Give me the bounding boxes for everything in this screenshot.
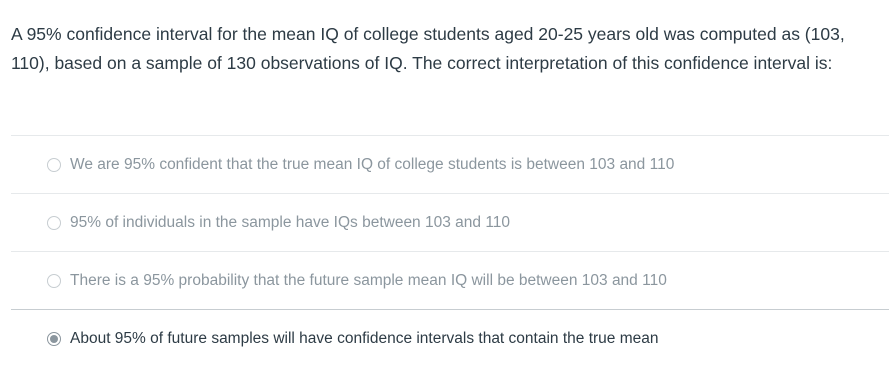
answer-option-3[interactable] bbox=[11, 251, 889, 309]
radio-button[interactable] bbox=[47, 274, 61, 288]
answer-label: There is a 95% probability that the future sample mean IQ will be between 103 and 110 bbox=[70, 271, 667, 289]
answer-label: 95% of individuals in the sample have IQs between 103 and 110 bbox=[70, 213, 511, 231]
radio-button[interactable] bbox=[47, 216, 61, 230]
radio-button-selected[interactable] bbox=[47, 332, 61, 346]
answer-option-4[interactable] bbox=[11, 309, 889, 367]
question-text: A 95% confidence interval for the mean IQ of college students aged 20-25 years old was computed as (103, 110), based on a sample of 130 observations of IQ. The correct interpretation of this confidence interval is: bbox=[11, 24, 845, 73]
answer-list bbox=[11, 135, 889, 367]
radio-button[interactable] bbox=[47, 158, 61, 172]
answer-option-2[interactable] bbox=[11, 193, 889, 251]
answer-label: About 95% of future samples will have confidence intervals that contain the true mean bbox=[70, 329, 659, 347]
answer-label: We are 95% confident that the true mean IQ of college students is between 103 and 110 bbox=[70, 155, 675, 173]
answer-option-1[interactable] bbox=[11, 135, 889, 193]
